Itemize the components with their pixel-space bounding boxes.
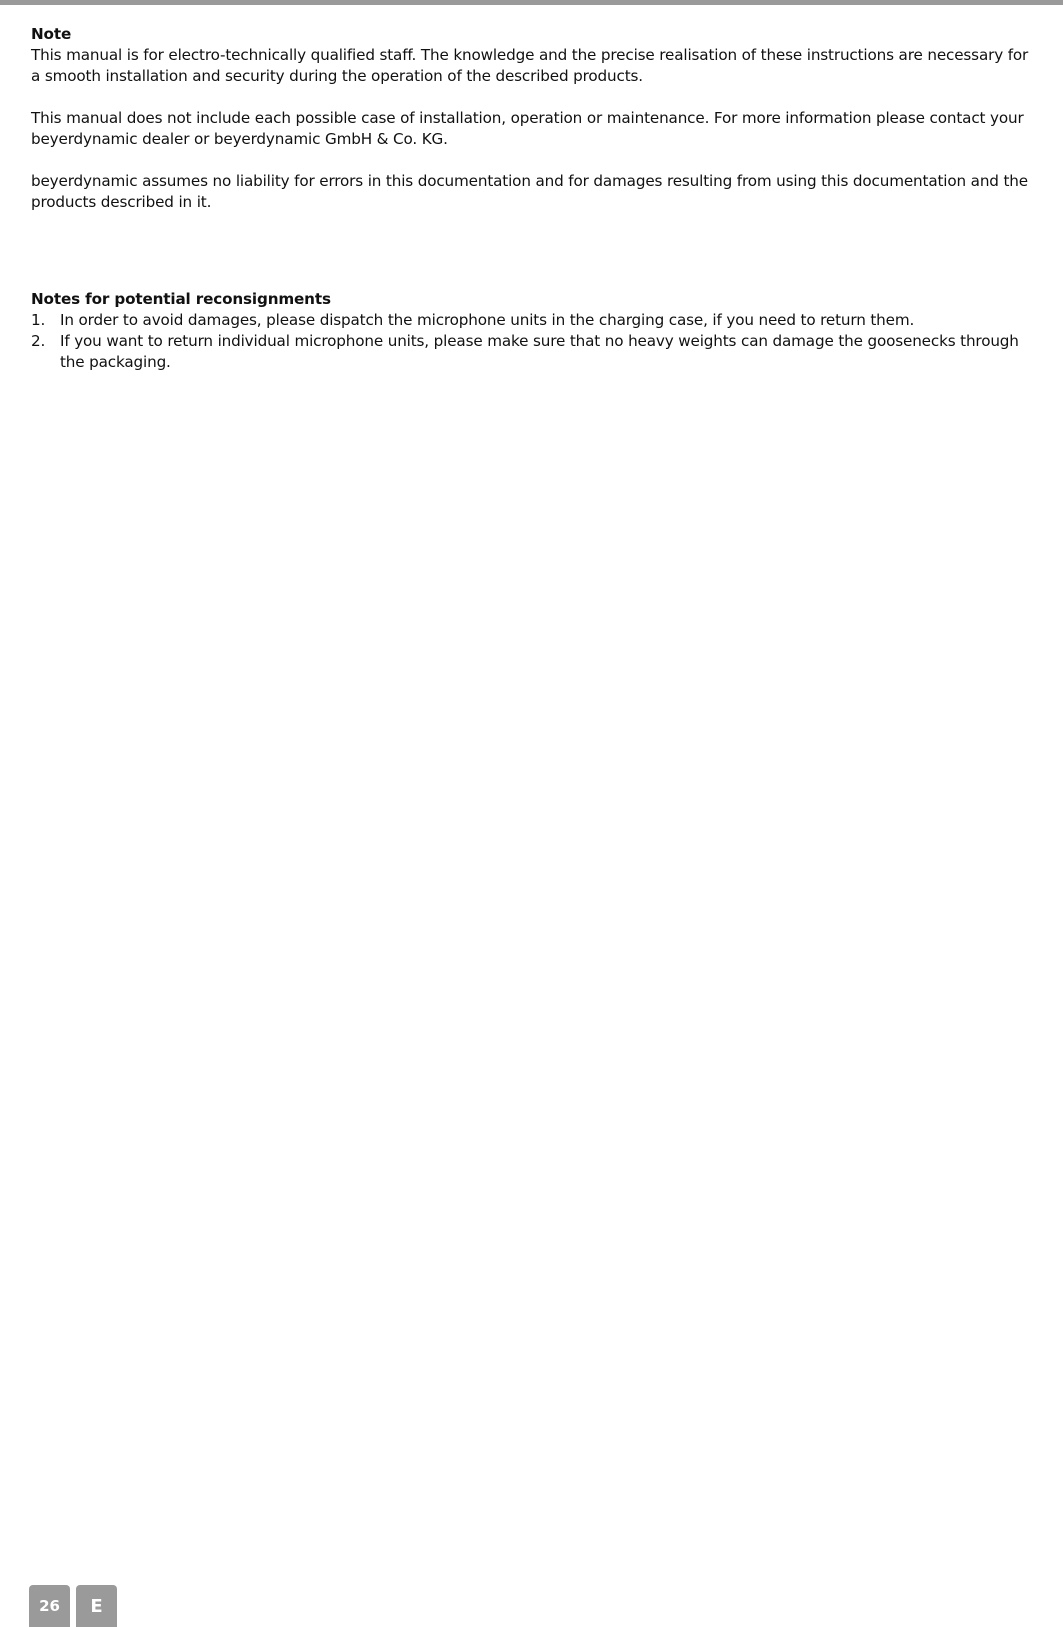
list-item-text: If you want to return individual microphone units, please make sure that no heavy weights can damage the goosenecks through the packaging. xyxy=(60,332,1019,371)
list-item-text: In order to avoid damages, please dispatch the microphone units in the charging case, if you need to return them. xyxy=(60,311,915,329)
reconsignments-list xyxy=(31,310,1036,373)
list-item-number: 1. xyxy=(31,311,46,329)
reconsignments-heading: Notes for potential reconsignments xyxy=(31,290,331,308)
note-paragraph-3: beyerdynamic assumes no liability for errors in this documentation and for damages resulting from using this documentation and the products described in it. xyxy=(31,172,1028,211)
list-item-number: 2. xyxy=(31,332,46,350)
note-paragraph-2: This manual does not include each possible case of installation, operation or maintenance. For more information please contact your beyerdynamic dealer or beyerdynamic GmbH & Co. KG. xyxy=(31,109,1024,148)
page-footer xyxy=(29,1585,117,1627)
note-section xyxy=(31,24,1036,213)
list-item xyxy=(31,331,1036,373)
language-tab: E xyxy=(76,1585,117,1627)
list-item xyxy=(31,310,1036,331)
top-rule xyxy=(0,0,1063,5)
note-heading: Note xyxy=(31,25,72,43)
page-number-tab: 26 xyxy=(29,1585,70,1627)
reconsignments-section xyxy=(31,289,1036,373)
note-paragraph-1: This manual is for electro-technically qualified staff. The knowledge and the precise realisation of these instructions are necessary for a smooth installation and security during the operation of the described products. xyxy=(31,46,1029,85)
